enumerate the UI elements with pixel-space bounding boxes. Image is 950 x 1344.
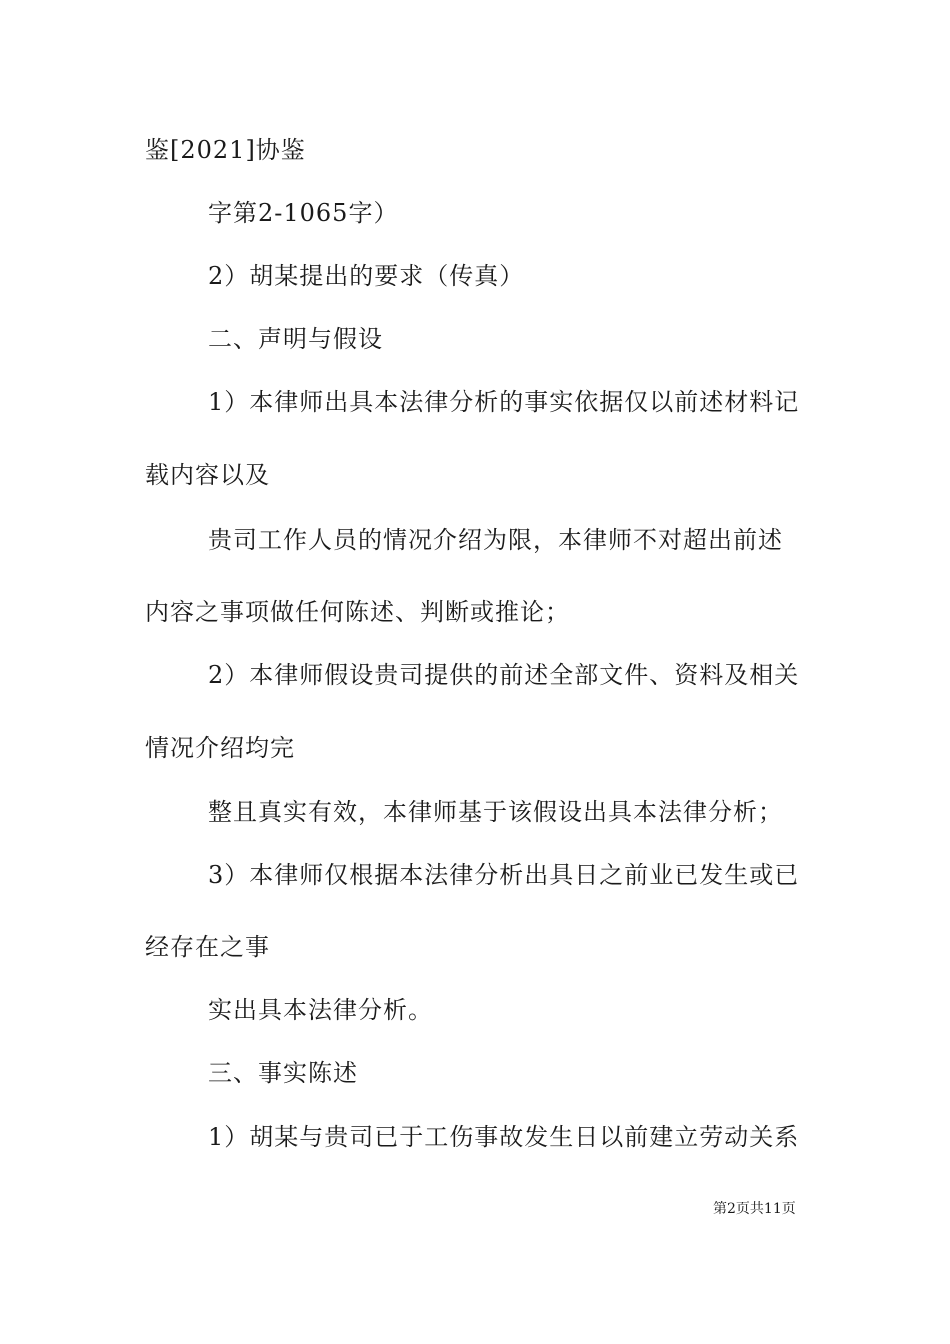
section-heading: 三、事实陈述: [208, 1059, 358, 1087]
text-line: 整且真实有效，本律师基于该假设出具本法律分析；: [208, 798, 783, 826]
text-line: 经存在之事: [145, 933, 270, 961]
page-number: 第2页共11页: [713, 1201, 796, 1217]
text-line: 1）本律师出具本法律分析的事实依据仅以前述材料记: [208, 388, 800, 416]
text-line: 字第2-1065字）: [208, 199, 399, 227]
text-line: 内容之事项做任何陈述、判断或推论；: [145, 598, 570, 626]
text-line: 1）胡某与贵司已于工伤事故发生日以前建立劳动关系: [208, 1123, 800, 1151]
section-heading: 二、声明与假设: [208, 325, 383, 353]
text-line: 2）胡某提出的要求（传真）: [208, 262, 525, 290]
text-line: 实出具本法律分析。: [208, 996, 433, 1024]
text-line: 3）本律师仅根据本法律分析出具日之前业已发生或已: [208, 861, 800, 889]
text-line: 2）本律师假设贵司提供的前述全部文件、资料及相关: [208, 661, 800, 689]
text-line: 情况介绍均完: [145, 734, 295, 762]
text-line: 载内容以及: [145, 461, 270, 489]
text-line: 鉴[2021]协鉴: [145, 136, 306, 164]
text-line: 贵司工作人员的情况介绍为限，本律师不对超出前述: [208, 526, 783, 554]
